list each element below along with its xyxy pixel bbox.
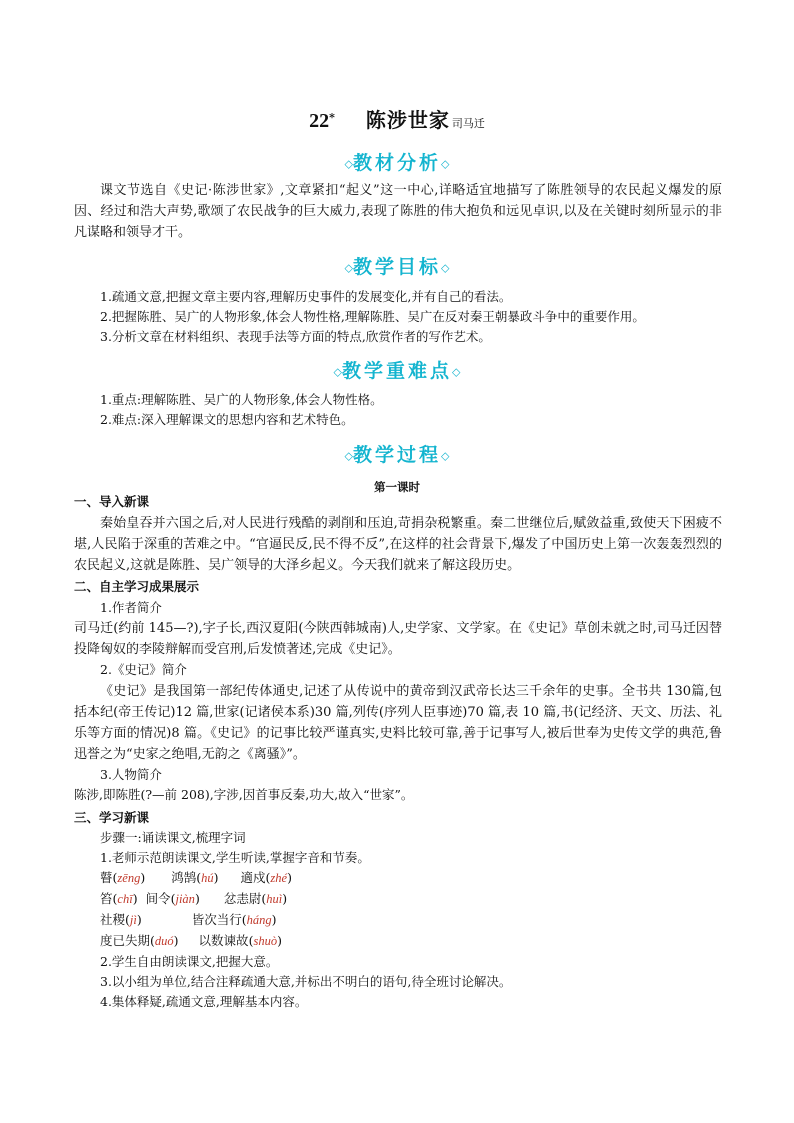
pinyin: jiàn <box>175 892 195 906</box>
step1-item: 1.老师示范朗读课文,学生听读,掌握字音和节奏。 <box>100 850 370 865</box>
pinyin: háng <box>246 913 272 927</box>
part3-heading: 三、学习新课 <box>74 810 150 825</box>
word-row: 度已失期(duó) 以数谏故(shuò) <box>100 933 282 948</box>
word: 以数谏故 <box>198 933 249 948</box>
word-row: 社稷(jì) 皆次当行(háng) <box>100 912 277 927</box>
diamond-icon: ◇ <box>344 157 353 171</box>
word-row: 笞(chī) 间令(jiàn) 忿恚尉(huì) <box>100 891 288 906</box>
word: 瞽 <box>100 870 113 885</box>
keypoint-item: 1.重点:理解陈胜、吴广的人物形象,体会人物性格。 <box>100 392 383 407</box>
lesson-title-block <box>0 104 794 133</box>
diamond-icon: ◇ <box>344 449 353 463</box>
pinyin: zhé <box>270 871 288 885</box>
section-process-heading <box>0 440 794 467</box>
goal-item: 3.分析文章在材料组织、表现手法等方面的特点,欣赏作者的写作艺术。 <box>100 329 491 344</box>
section-keypoints-label: 教学重难点 <box>341 360 452 382</box>
goal-item: 1.疏通文意,把握文章主要内容,理解历史事件的发展变化,并有自己的看法。 <box>100 289 512 304</box>
person-paragraph: 陈涉,即陈胜(?—前 208),字涉,因首事反秦,功大,故入“世家”。 <box>74 787 414 802</box>
diamond-icon: ◇ <box>344 261 353 275</box>
pinyin: hú <box>201 871 214 885</box>
pinyin: huì <box>266 892 283 906</box>
section-goals-heading <box>0 252 794 279</box>
word: 社稷 <box>100 912 126 927</box>
word-row: 瞽(zēng) 鸿鹄(hú) 適戍(zhé) <box>100 870 292 885</box>
diamond-icon: ◇ <box>441 449 450 463</box>
shiji-heading: 2.《史记》简介 <box>100 662 187 677</box>
section-keypoints-heading <box>0 356 794 383</box>
pinyin: zēng <box>117 871 141 885</box>
word: 忿恚尉 <box>223 891 262 906</box>
section-analysis-heading <box>0 148 794 175</box>
author-heading: 1.作者简介 <box>100 600 162 615</box>
pinyin: duó <box>154 934 174 948</box>
goal-item: 2.把握陈胜、吴广的人物形象,体会人物性格,理解陈胜、吴广在反对秦王朝暴政斗争中的重要作用。 <box>100 309 645 324</box>
word: 间令 <box>145 891 171 906</box>
word: 皆次当行 <box>191 912 242 927</box>
author-paragraph: 司马迁(约前 145—?),字子长,西汉夏阳(今陕西韩城南)人,史学家、文学家。在《史记》草创未就之时,司马迁因替投降匈奴的李陵辩解而受宫刑,后发愤著述,完成《史记》。 <box>74 621 722 657</box>
diamond-icon: ◇ <box>452 365 461 379</box>
section-analysis-label: 教材分析 <box>352 152 441 174</box>
step1-item: 3.以小组为单位,结合注释疏通大意,并标出不明白的语句,待全班讨论解决。 <box>100 974 512 989</box>
part1-paragraph: 秦始皇吞并六国之后,对人民进行残酷的剥削和压迫,苛捐杂税繁重。秦二世继位后,赋敛益重,致使天下困疲不堪,人民陷于深重的苦难之中。“官逼民反,民不得不反”,在这样的社会背景下,爆发了中国历史上第一次轰轰烈烈的农民起义,这就是陈胜、吴广领导的大泽乡起义。今天我们就来了解这段历史。 <box>74 516 722 573</box>
pinyin: jì <box>129 913 137 927</box>
keypoint-item: 2.难点:深入理解课文的思想内容和艺术特色。 <box>100 412 354 427</box>
step1-item: 2.学生自由朗读课文,把握大意。 <box>100 954 279 969</box>
step1-heading: 步骤一:诵读课文,梳理字词 <box>100 830 246 845</box>
diamond-icon: ◇ <box>441 157 450 171</box>
lesson-author: 司马迁 <box>451 117 485 130</box>
period-label: 第一课时 <box>374 480 420 494</box>
section-goals-label: 教学目标 <box>352 256 441 278</box>
analysis-paragraph: 课文节选自《史记·陈涉世家》,文章紧扣“起义”这一中心,详略适宜地描写了陈胜领导的农民起义爆发的原因、经过和浩大声势,歌颂了农民战争的巨大威力,表现了陈胜的伟大抱负和远见卓识,以及在关键时刻所显示的非凡谋略和领导才干。 <box>74 183 722 240</box>
word: 鸿鹄 <box>171 870 197 885</box>
word: 度已失期 <box>100 933 151 948</box>
part1-heading: 一、导入新课 <box>74 494 150 509</box>
section-process-label: 教学过程 <box>352 444 441 466</box>
diamond-icon: ◇ <box>333 365 342 379</box>
lesson-star: * <box>329 110 335 124</box>
pinyin: chī <box>117 892 133 906</box>
word: 笞 <box>100 891 113 906</box>
word: 適戍 <box>240 870 266 885</box>
lesson-title: 陈涉世家 <box>365 108 450 132</box>
lesson-number: 22 <box>309 110 330 132</box>
person-heading: 3.人物简介 <box>100 767 162 782</box>
pinyin: shuò <box>253 934 278 948</box>
step1-item: 4.集体释疑,疏通文意,理解基本内容。 <box>100 994 308 1009</box>
diamond-icon: ◇ <box>441 261 450 275</box>
part2-heading: 二、自主学习成果展示 <box>74 579 200 594</box>
shiji-paragraph: 《史记》是我国第一部纪传体通史,记述了从传说中的黄帝到汉武帝长达三千余年的史事。全书共 130篇,包括本纪(帝王传记)12 篇,世家(记诸侯本系)30 篇,列传(序列人臣事迹)70 篇,表 10 篇,书(记经济、天文、历法、礼乐等方面的情况)8 篇。《史记》的记事比较严谨真实,史料比较可靠,善于记事写人,被后世奉为史传文学的典范,鲁迅誉之为“史家之绝唱,无韵之《离骚》”。 <box>74 684 722 762</box>
